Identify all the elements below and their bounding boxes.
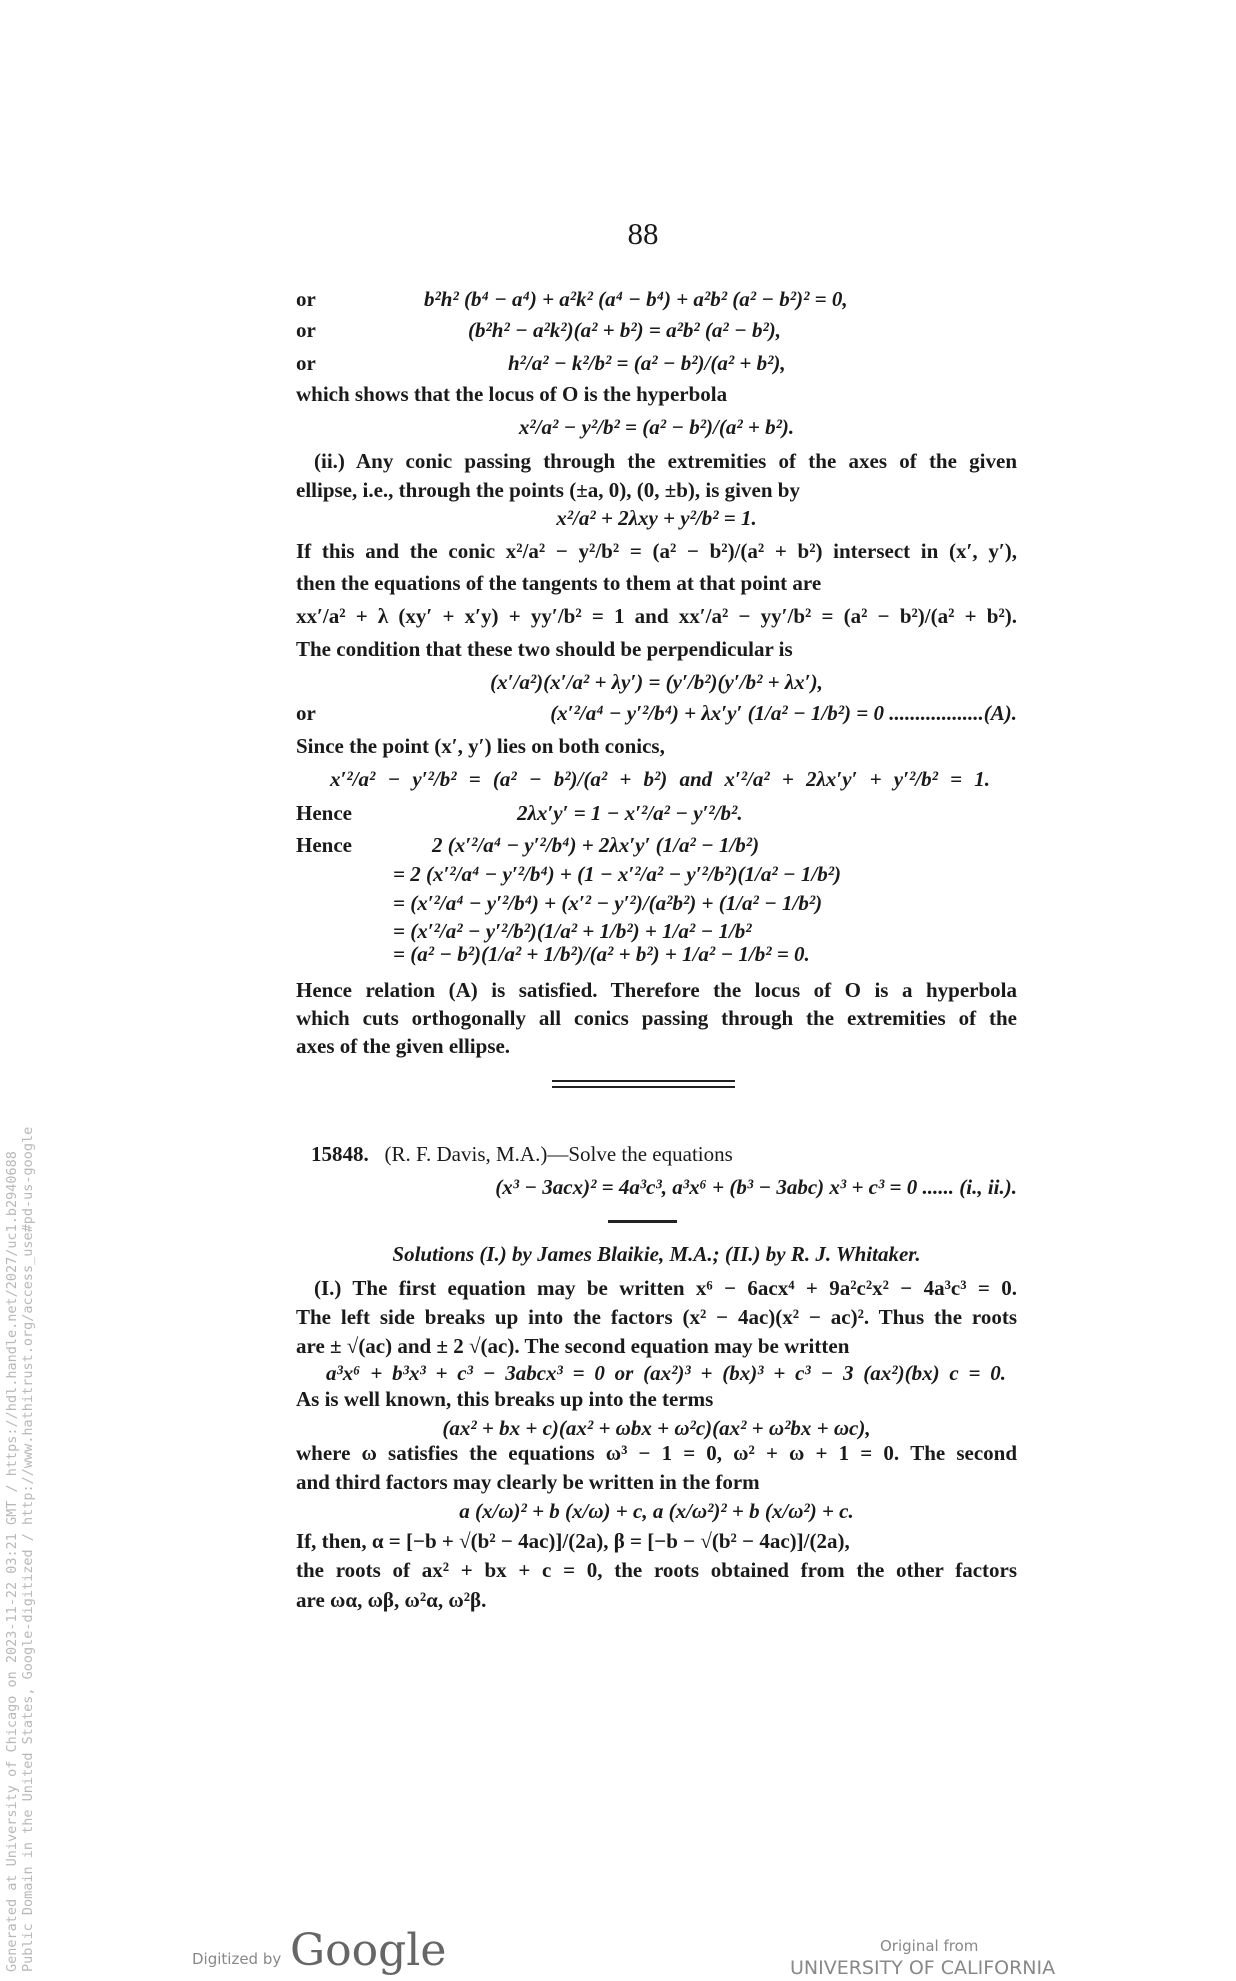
text-line: If this and the conic x²/a² − y²/b² = (a² − b²)/(a² + b²) intersect in (x′, y′), [296, 539, 1017, 563]
solutions-heading: Solutions (I.) by James Blaikie, M.A.; (II.) by R. J. Whitaker. [392, 1242, 921, 1266]
double-rule-top [552, 1080, 735, 1082]
equation: (x′²/a⁴ − y′²/b⁴) + λx′y′ (1/a² − 1/b²) = 0 ..................(A). [550, 701, 1017, 725]
line-label: Hence [296, 833, 352, 857]
question-heading [311, 1140, 1017, 1168]
equation-line [296, 699, 1017, 727]
text-line: axes of the given ellipse. [296, 1034, 511, 1058]
equation-line [296, 316, 1017, 344]
equation: 2 (x′²/a⁴ − y′²/b⁴) + 2λx′y′ (1/a² − 1/b²) [432, 833, 760, 857]
double-rule-bottom [552, 1086, 735, 1088]
equation: (ax² + bx + c)(ax² + ωbx + ω²c)(ax² + ω²bx + ωc), [442, 1416, 871, 1440]
text-line: (I.) The first equation may be written x⁶ − 6acx⁴ + 9a²c²x² − 4a³c³ = 0. [314, 1276, 1017, 1300]
google-logo: Google [290, 1925, 447, 1976]
text-line: which shows that the locus of O is the hyperbola [296, 382, 728, 406]
equation: = (x′²/a² − y′²/b²)(1/a² + 1/b²) + 1/a² − 1/b² [393, 919, 752, 943]
digitized-by-label: Digitized by [192, 1950, 282, 1968]
text-line: (ii.) Any conic passing through the extremities of the axes of the given [314, 449, 1017, 473]
equation: = 2 (x′²/a⁴ − y′²/b⁴) + (1 − x′²/a² − y′²/b²)(1/a² − 1/b²) [393, 862, 842, 886]
equation: x²/a² + 2λxy + y²/b² = 1. [556, 506, 757, 530]
text-line: The left side breaks up into the factors (x² − 4ac)(x² − ac)². Thus the roots [296, 1305, 1017, 1329]
line-label: or [296, 351, 316, 375]
text-line: If, then, α = [−b + √(b² − 4ac)]/(2a), β = [−b − √(b² − 4ac)]/(2a), [296, 1529, 850, 1553]
text-line: ellipse, i.e., through the points (±a, 0), (0, ±b), is given by [296, 478, 800, 502]
equation: a (x/ω)² + b (x/ω) + c, a (x/ω²)² + b (x/ω²) + c. [459, 1499, 854, 1523]
text-line: The condition that these two should be perpendicular is [296, 637, 793, 661]
text-line: the roots of ax² + bx + c = 0, the roots obtained from the other factors [296, 1558, 1017, 1582]
text-line: then the equations of the tangents to them at that point are [296, 571, 822, 595]
equation: b²h² (b⁴ − a⁴) + a²k² (a⁴ − b⁴) + a²b² (a² − b²)² = 0, [424, 287, 848, 311]
equation: (x′/a²)(x′/a² + λy′) = (y′/b²)(y′/b² + λx′), [490, 670, 823, 694]
text-line: xx′/a² + λ (xy′ + x′y) + yy′/b² = 1 and xx′/a² − yy′/b² = (a² − b²)/(a² + b²). [296, 604, 1017, 628]
equation: x′²/a² − y′²/b² = (a² − b²)/(a² + b²) and x′²/a² + 2λx′y′ + y′²/b² = 1. [330, 767, 990, 791]
equation: (x³ − 3acx)² = 4a³c³, a³x⁶ + (b³ − 3abc) x³ + c³ = 0 ...... (i., ii.). [495, 1175, 1017, 1199]
university-label: UNIVERSITY OF CALIFORNIA [790, 1957, 1056, 1979]
watermark-line-1: Generated at University of Chicago on 2023-11-22 03:21 GMT / https://hdl.handle.net/2027/uc1.b2940688 [4, 1151, 20, 1972]
equation: = (a² − b²)(1/a² + 1/b²)/(a² + b²) + 1/a² − 1/b² = 0. [393, 942, 810, 966]
equation: = (x′²/a⁴ − y′²/b⁴) + (x′² − y′²)/(a²b²) + (1/a² − 1/b²) [393, 891, 823, 915]
equation-line [296, 349, 1017, 377]
line-label: or [296, 287, 316, 311]
page-number: 88 [627, 216, 659, 251]
equation-line [296, 799, 1017, 827]
equation-line [296, 285, 1017, 313]
text-line: As is well known, this breaks up into the terms [296, 1387, 714, 1411]
line-label: Hence [296, 801, 352, 825]
text-line: which cuts orthogonally all conics passing through the extremities of the [296, 1006, 1017, 1030]
question-number: 15848. [311, 1142, 369, 1166]
equation: (b²h² − a²k²)(a² + b²) = a²b² (a² − b²), [468, 318, 781, 342]
equation: a³x⁶ + b³x³ + c³ − 3abcx³ = 0 or (ax²)³ + (bx)³ + c³ − 3 (ax²)(bx) c = 0. [326, 1361, 1006, 1385]
text-line: are ωα, ωβ, ω²α, ω²β. [296, 1588, 487, 1612]
equation: 2λx′y′ = 1 − x′²/a² − y′²/b². [517, 801, 743, 825]
line-label: or [296, 701, 316, 725]
text-line: Hence relation (A) is satisfied. Therefore the locus of O is a hyperbola [296, 978, 1017, 1002]
text-line: Since the point (x′, y′) lies on both conics, [296, 734, 665, 758]
equation: h²/a² − k²/b² = (a² − b²)/(a² + b²), [508, 351, 786, 375]
text-line: are ± √(ac) and ± 2 √(ac). The second equation may be written [296, 1334, 850, 1358]
text-line: where ω satisfies the equations ω³ − 1 = 0, ω² + ω + 1 = 0. The second [296, 1441, 1017, 1465]
watermark-line-2: Public Domain in the United States, Google-digitized / http://www.hathitrust.org/access_use#pd-us-google [20, 1126, 36, 1972]
equation-line [296, 831, 1017, 859]
question-text: (R. F. Davis, M.A.)—Solve the equations [384, 1142, 733, 1166]
short-rule [608, 1220, 677, 1223]
text-line: and third factors may clearly be written in the form [296, 1470, 760, 1494]
original-from-label: Original from [880, 1937, 979, 1955]
equation: x²/a² − y²/b² = (a² − b²)/(a² + b²). [518, 415, 795, 439]
line-label: or [296, 318, 316, 342]
